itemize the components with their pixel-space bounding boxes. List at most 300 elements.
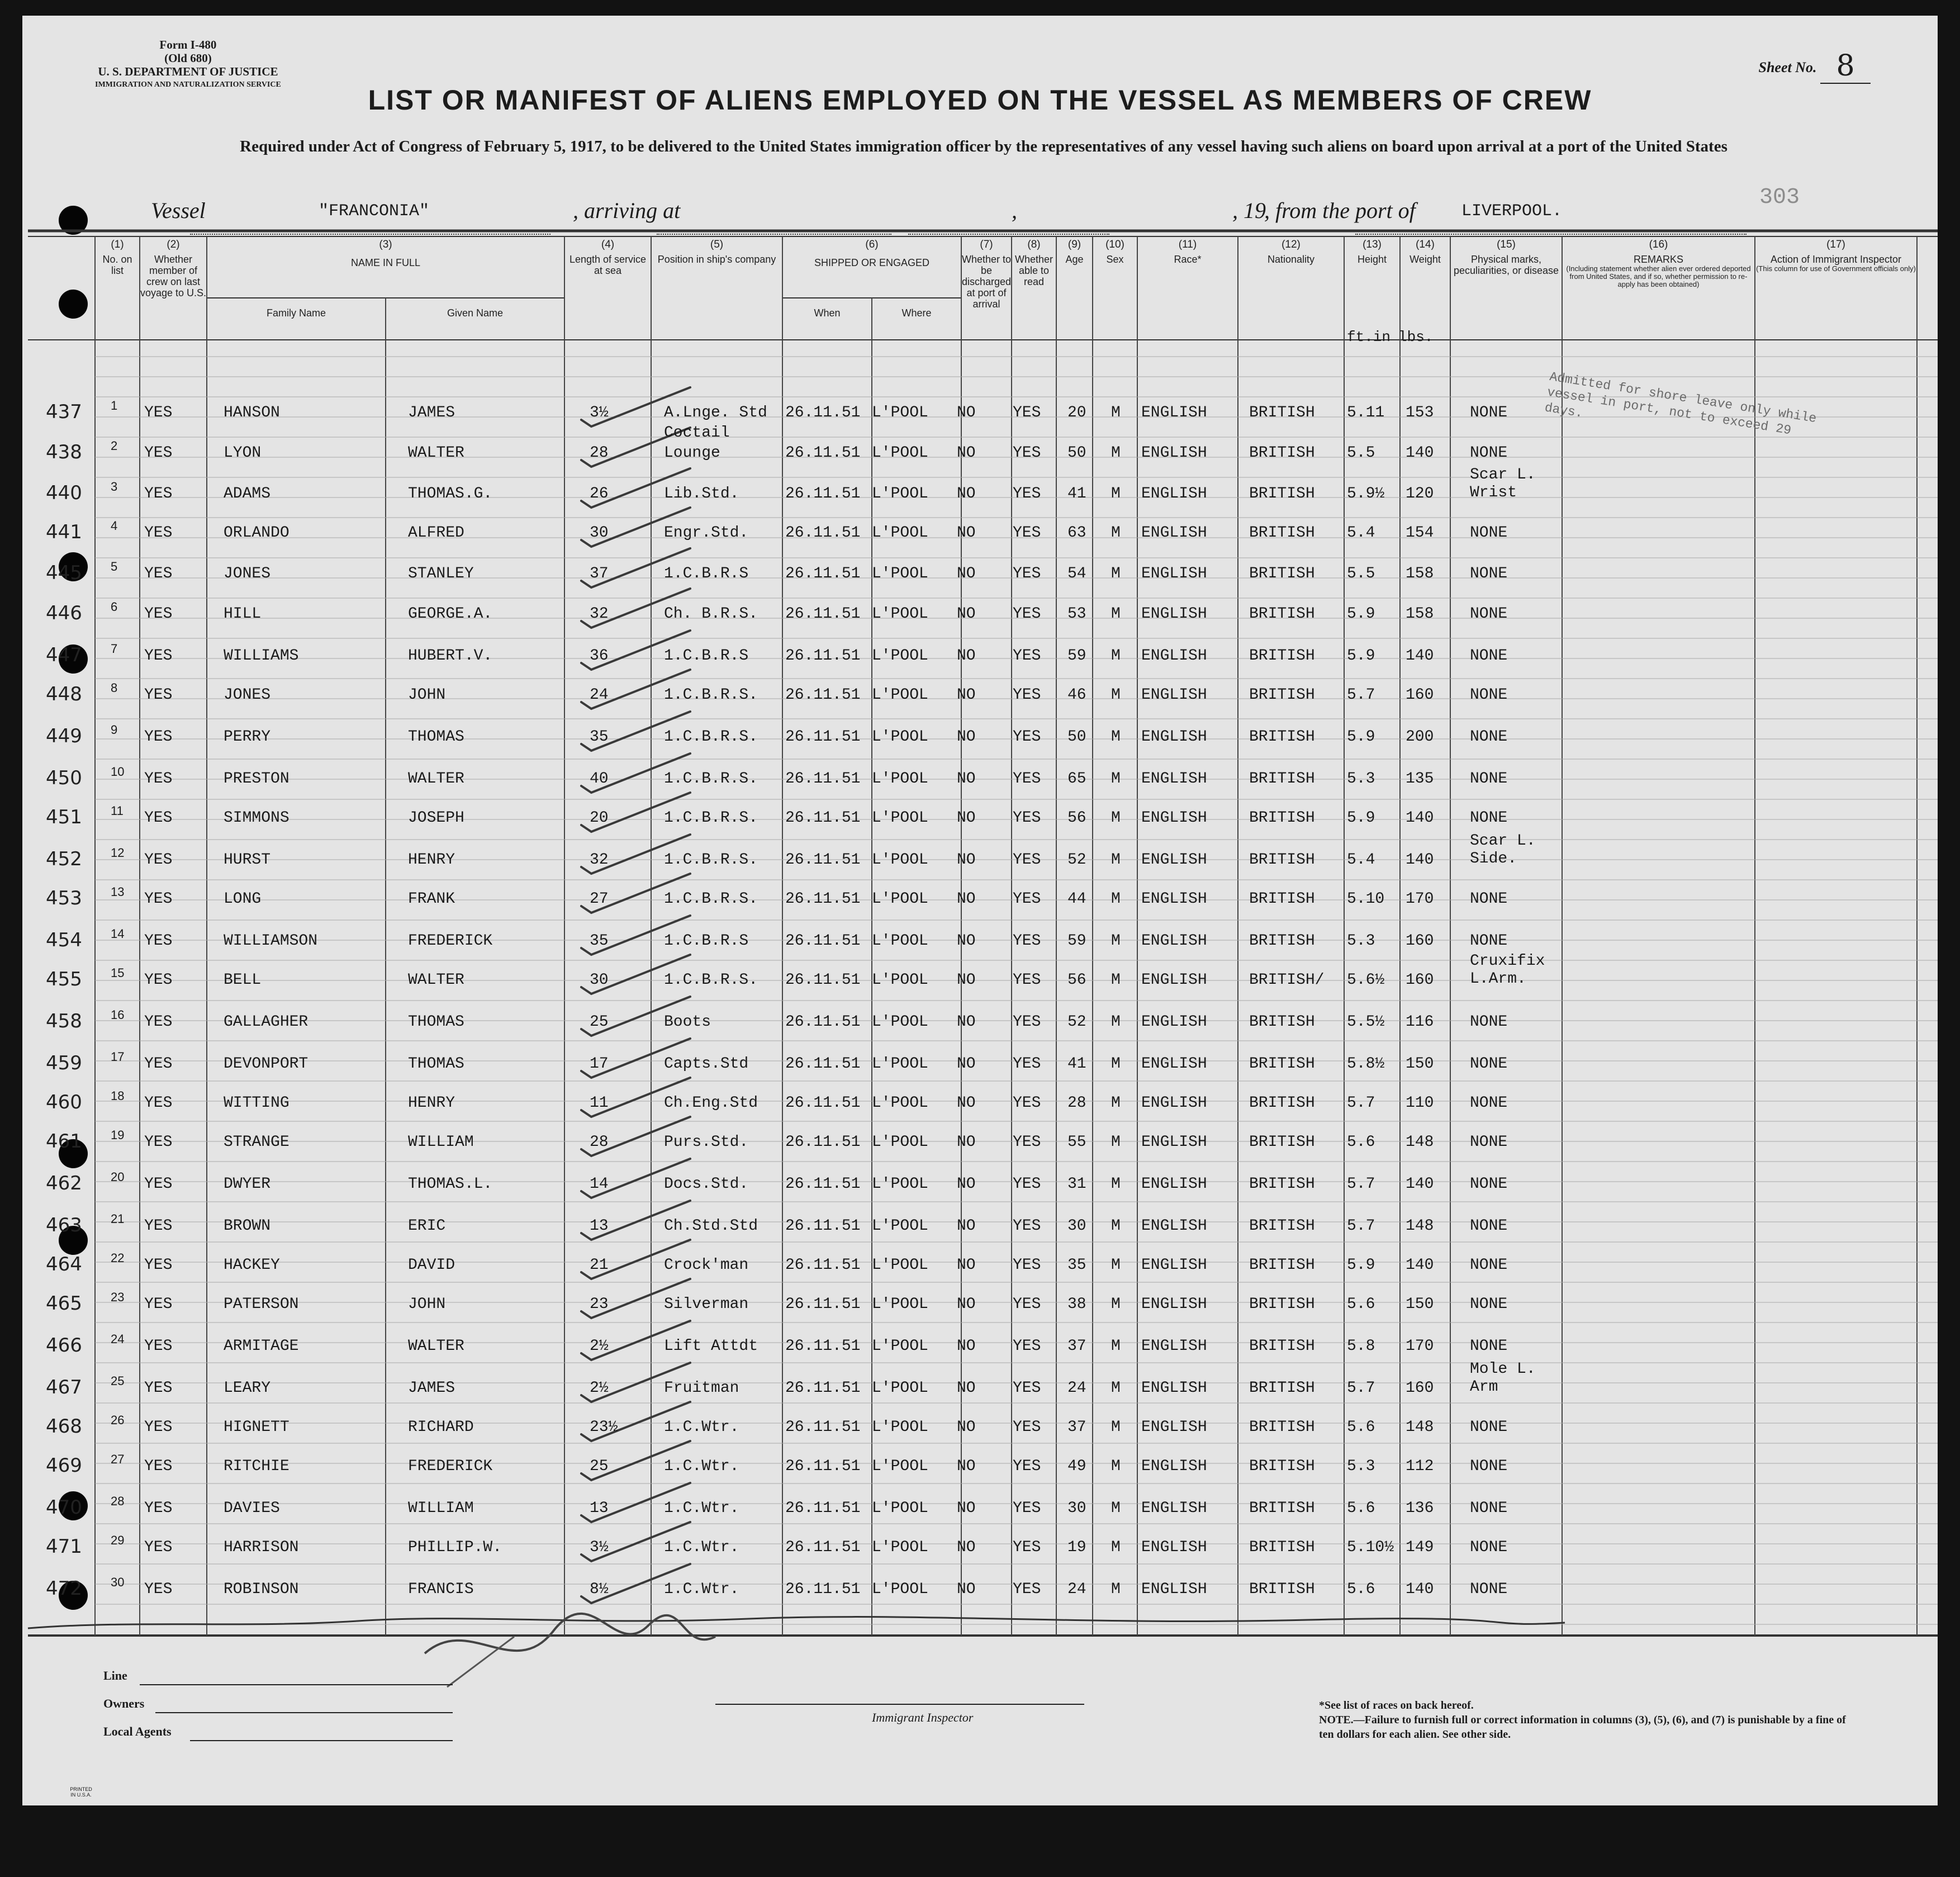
cell-position: 1.C.B.R.S. — [664, 770, 758, 788]
cell-height: 5.7 — [1347, 1217, 1375, 1235]
cell-service: 23 — [590, 1296, 609, 1313]
cell-no: 17 — [111, 1050, 125, 1064]
cell-marks: NONE — [1470, 1458, 1508, 1475]
cell-sex: M — [1111, 1581, 1121, 1598]
cell-no: 12 — [111, 846, 125, 860]
cell-weight: 140 — [1406, 809, 1434, 827]
cell-where: L'POOL — [872, 1013, 928, 1031]
handwritten-number: 452 — [46, 848, 82, 870]
cell-height: 5.6½ — [1347, 971, 1385, 989]
cell-when: 26.11.51 — [785, 647, 861, 665]
cell-family: GALLAGHER — [224, 1013, 309, 1031]
cell-nat: BRITISH — [1249, 728, 1315, 746]
cell-age: 59 — [1067, 647, 1086, 665]
cell-height: 5.9 — [1347, 647, 1375, 665]
cell-marks: Scar L. Side. — [1470, 832, 1536, 868]
cell-race: ENGLISH — [1141, 647, 1207, 665]
cell-no: 10 — [111, 765, 125, 779]
handwritten-number: 465 — [46, 1292, 82, 1315]
column-number: (4) — [601, 239, 615, 250]
cell-family: STRANGE — [224, 1134, 290, 1151]
cell-marks: NONE — [1470, 932, 1508, 950]
cell-height: 5.8 — [1347, 1338, 1375, 1355]
cell-disch: NO — [957, 1013, 976, 1031]
cell-nat: BRITISH — [1249, 1094, 1315, 1112]
cell-sex: M — [1111, 851, 1121, 869]
cell-no: 28 — [111, 1494, 125, 1508]
cell-nat: BRITISH — [1249, 1338, 1315, 1355]
cell-position: 1.C.B.R.S — [664, 565, 749, 582]
cell-prev: YES — [144, 524, 173, 542]
column-number: (11) — [1178, 239, 1197, 250]
cell-disch: NO — [957, 1581, 976, 1598]
cell-service: 2½ — [590, 1380, 609, 1397]
cell-marks: NONE — [1470, 524, 1508, 542]
inspector-label: Immigrant Inspector — [872, 1710, 974, 1724]
cell-weight: 116 — [1406, 1013, 1434, 1031]
cell-where: L'POOL — [872, 1257, 928, 1274]
cell-when: 26.11.51 — [785, 770, 861, 788]
cell-prev: YES — [144, 1176, 173, 1193]
column-number: (15) — [1497, 239, 1516, 250]
column-header — [1137, 239, 1238, 265]
cell-weight: 120 — [1406, 485, 1434, 503]
cell-family: HURST — [224, 851, 271, 869]
handwritten-number: 464 — [46, 1253, 82, 1276]
cell-race: ENGLISH — [1141, 605, 1207, 623]
cell-position: Purs.Std. — [664, 1134, 749, 1151]
from-port-label: , from the port of — [1264, 198, 1416, 223]
handwritten-number: 461 — [46, 1130, 82, 1153]
handwritten-number: 441 — [46, 521, 82, 543]
cell-race: ENGLISH — [1141, 1013, 1207, 1031]
cell-sex: M — [1111, 809, 1121, 827]
cell-where: L'POOL — [872, 647, 928, 665]
cell-weight: 158 — [1406, 605, 1434, 623]
column-note: (This column for use of Government officials only) — [1756, 264, 1916, 273]
document-title: LIST OR MANIFEST OF ALIENS EMPLOYED ON THE VESSEL AS MEMBERS OF CREW — [368, 84, 1592, 116]
cell-prev: YES — [144, 1134, 173, 1151]
cell-race: ENGLISH — [1141, 1581, 1207, 1598]
cell-read: YES — [1013, 809, 1041, 827]
cell-nat: BRITISH — [1249, 1176, 1315, 1193]
cell-when: 26.11.51 — [785, 1458, 861, 1475]
cell-when: 26.11.51 — [785, 809, 861, 827]
cell-race: ENGLISH — [1141, 1539, 1207, 1556]
cell-disch: NO — [957, 605, 976, 623]
cell-read: YES — [1013, 1257, 1041, 1274]
cell-height: 5.10½ — [1347, 1539, 1394, 1556]
cell-age: 20 — [1067, 404, 1086, 421]
cell-position: Ch. B.R.S. — [664, 605, 758, 623]
cell-race: ENGLISH — [1141, 809, 1207, 827]
cell-marks: NONE — [1470, 444, 1508, 462]
cell-height: 5.6 — [1347, 1296, 1375, 1313]
cell-height: 5.7 — [1347, 1176, 1375, 1193]
cell-race: ENGLISH — [1141, 851, 1207, 869]
handwritten-number: 446 — [46, 602, 82, 624]
manifest-sheet — [22, 16, 1938, 1805]
cell-read: YES — [1013, 851, 1041, 869]
column-header — [95, 239, 140, 276]
service-name: IMMIGRATION AND NATURALIZATION SERVICE — [95, 80, 281, 89]
cell-read: YES — [1013, 686, 1041, 704]
cell-sex: M — [1111, 605, 1121, 623]
cell-height: 5.9 — [1347, 809, 1375, 827]
cell-height: 5.7 — [1347, 1094, 1375, 1112]
cell-sex: M — [1111, 1176, 1121, 1193]
cell-sex: M — [1111, 1296, 1121, 1313]
cell-nat: BRITISH — [1249, 1013, 1315, 1031]
cell-prev: YES — [144, 647, 173, 665]
cell-age: 59 — [1067, 932, 1086, 950]
cell-family: DWYER — [224, 1176, 271, 1193]
cell-nat: BRITISH — [1249, 1581, 1315, 1598]
cell-where: L'POOL — [872, 809, 928, 827]
column-label: Height — [1357, 254, 1387, 265]
cell-race: ENGLISH — [1141, 444, 1207, 462]
cell-weight: 149 — [1406, 1539, 1434, 1556]
cell-when: 26.11.51 — [785, 485, 861, 503]
cell-race: ENGLISH — [1141, 686, 1207, 704]
cell-given: STANLEY — [408, 565, 474, 582]
column-label: No. on list — [102, 254, 132, 276]
cell-position: 1.C.Wtr. — [664, 1539, 739, 1556]
cell-marks: NONE — [1470, 1338, 1508, 1355]
cell-sex: M — [1111, 1134, 1121, 1151]
cell-given: THOMAS — [408, 1013, 464, 1031]
cell-race: ENGLISH — [1141, 485, 1207, 503]
cell-when: 26.11.51 — [785, 524, 861, 542]
cell-sex: M — [1111, 1539, 1121, 1556]
cell-age: 54 — [1067, 565, 1086, 582]
column-subheader: When — [814, 307, 841, 319]
cell-marks: NONE — [1470, 770, 1508, 788]
column-header — [1093, 239, 1137, 265]
column-number: (9) — [1067, 239, 1081, 250]
handwritten-number: 466 — [46, 1334, 82, 1357]
cell-prev: YES — [144, 971, 173, 989]
cell-disch: NO — [957, 647, 976, 665]
cell-given: ERIC — [408, 1217, 446, 1235]
cell-read: YES — [1013, 1176, 1041, 1193]
cell-where: L'POOL — [872, 1094, 928, 1112]
cell-prev: YES — [144, 1257, 173, 1274]
column-number: (16) — [1649, 239, 1668, 250]
cell-marks: NONE — [1470, 1134, 1508, 1151]
cell-nat: BRITISH — [1249, 1296, 1315, 1313]
cell-sex: M — [1111, 1055, 1121, 1073]
cell-where: L'POOL — [872, 1581, 928, 1598]
footer-notes — [1319, 1698, 1855, 1742]
cell-position: 1.C.Wtr. — [664, 1500, 739, 1517]
column-label: Whether member of crew on last voyage to U.S. — [140, 254, 207, 298]
cell-prev: YES — [144, 851, 173, 869]
cell-service: 40 — [590, 770, 609, 788]
cell-disch: NO — [957, 565, 976, 582]
cell-marks: NONE — [1470, 1176, 1508, 1193]
cell-weight: 160 — [1406, 932, 1434, 950]
cell-where: L'POOL — [872, 404, 928, 421]
cell-family: HILL — [224, 605, 262, 623]
cell-given: FRANK — [408, 890, 455, 908]
cell-read: YES — [1013, 1217, 1041, 1235]
column-label: Whether able to read — [1014, 254, 1053, 287]
cell-position: 1.C.B.R.S. — [664, 851, 758, 869]
cell-where: L'POOL — [872, 1458, 928, 1475]
cell-position: Lib.Std. — [664, 485, 739, 503]
cell-disch: NO — [957, 1419, 976, 1436]
cell-given: JOHN — [408, 1296, 446, 1313]
cell-read: YES — [1013, 524, 1041, 542]
cell-age: 37 — [1067, 1338, 1086, 1355]
cell-where: L'POOL — [872, 686, 928, 704]
cell-family: HIGNETT — [224, 1419, 290, 1436]
column-header — [782, 239, 961, 268]
cell-weight: 140 — [1406, 1257, 1434, 1274]
sheet-number: 8 — [1820, 49, 1871, 84]
cell-service: 28 — [590, 1134, 609, 1151]
cell-age: 44 — [1067, 890, 1086, 908]
cell-given: WALTER — [408, 971, 464, 989]
cell-when: 26.11.51 — [785, 1581, 861, 1598]
cell-family: BELL — [224, 971, 262, 989]
cell-read: YES — [1013, 1134, 1041, 1151]
cell-service: 13 — [590, 1217, 609, 1235]
cell-read: YES — [1013, 1458, 1041, 1475]
cell-where: L'POOL — [872, 1500, 928, 1517]
cell-given: FREDERICK — [408, 932, 493, 950]
cell-nat: BRITISH — [1249, 770, 1315, 788]
cell-nat: BRITISH — [1249, 851, 1315, 869]
cell-weight: 170 — [1406, 1338, 1434, 1355]
cell-prev: YES — [144, 809, 173, 827]
height-unit: ft.in — [1347, 329, 1391, 345]
cell-family: ORLANDO — [224, 524, 290, 542]
column-header — [651, 239, 782, 265]
cell-position: A.Lnge. Std — [664, 404, 767, 421]
cell-sex: M — [1111, 485, 1121, 503]
column-number: (8) — [1027, 239, 1041, 250]
cell-prev: YES — [144, 932, 173, 950]
column-number: (10) — [1105, 239, 1124, 250]
cell-family: HANSON — [224, 404, 280, 421]
cell-family: LONG — [224, 890, 262, 908]
cell-marks: NONE — [1470, 890, 1508, 908]
cell-disch: NO — [957, 1094, 976, 1112]
cell-disch: NO — [957, 444, 976, 462]
cell-no: 5 — [111, 560, 118, 573]
cell-height: 5.7 — [1347, 686, 1375, 704]
remarks-stamp: Admitted for shore leave only while vessel in port, not to exceed 29 days. — [1544, 369, 1817, 438]
handwritten-number: 471 — [46, 1535, 82, 1558]
closing-scrawl — [28, 1617, 1565, 1628]
cell-when: 26.11.51 — [785, 404, 861, 421]
cell-where: L'POOL — [872, 1055, 928, 1073]
cell-age: 56 — [1067, 809, 1086, 827]
cell-where: L'POOL — [872, 851, 928, 869]
year-label: , 19 — [1232, 198, 1266, 223]
handwritten-number: 468 — [46, 1415, 82, 1438]
cell-prev: YES — [144, 1055, 173, 1073]
cell-no: 7 — [111, 642, 118, 656]
cell-race: ENGLISH — [1141, 890, 1207, 908]
cell-position: Docs.Std. — [664, 1176, 749, 1193]
cell-no: 24 — [111, 1332, 125, 1346]
handwritten-number: 463 — [46, 1214, 82, 1236]
cell-marks: NONE — [1470, 404, 1508, 421]
cell-family: WILLIAMS — [224, 647, 299, 665]
cell-sex: M — [1111, 1094, 1121, 1112]
cell-service: 25 — [590, 1013, 609, 1031]
cell-read: YES — [1013, 1055, 1041, 1073]
cell-no: 26 — [111, 1413, 125, 1427]
cell-read: YES — [1013, 1380, 1041, 1397]
column-number: (12) — [1282, 239, 1301, 250]
cell-height: 5.9½ — [1347, 485, 1385, 503]
cell-position: 1.C.B.R.S. — [664, 728, 758, 746]
cell-family: PERRY — [224, 728, 271, 746]
cell-service: 27 — [590, 890, 609, 908]
cell-disch: NO — [957, 809, 976, 827]
column-label: REMARKS — [1633, 254, 1683, 265]
cell-where: L'POOL — [872, 1539, 928, 1556]
cell-position: 1.C.Wtr. — [664, 1419, 739, 1436]
cell-nat: BRITISH/ — [1249, 971, 1325, 989]
cell-weight: 140 — [1406, 444, 1434, 462]
cell-marks: NONE — [1470, 605, 1508, 623]
cell-disch: NO — [957, 1296, 976, 1313]
cell-when: 26.11.51 — [785, 1134, 861, 1151]
cell-nat: BRITISH — [1249, 1458, 1315, 1475]
cell-sex: M — [1111, 1217, 1121, 1235]
cell-when: 26.11.51 — [785, 1013, 861, 1031]
cell-height: 5.3 — [1347, 1458, 1375, 1475]
cell-read: YES — [1013, 1581, 1041, 1598]
cell-service: 3½ — [590, 1539, 609, 1556]
cell-family: DAVIES — [224, 1500, 280, 1517]
cell-height: 5.11 — [1347, 404, 1385, 421]
cell-sex: M — [1111, 932, 1121, 950]
cell-weight: 154 — [1406, 524, 1434, 542]
cell-where: L'POOL — [872, 444, 928, 462]
cell-prev: YES — [144, 1539, 173, 1556]
from-port: LIVERPOOL. — [1461, 202, 1563, 221]
cell-given: RICHARD — [408, 1419, 474, 1436]
cell-prev: YES — [144, 1581, 173, 1598]
cell-nat: BRITISH — [1249, 809, 1315, 827]
cell-height: 5.6 — [1347, 1134, 1375, 1151]
cell-where: L'POOL — [872, 932, 928, 950]
cell-read: YES — [1013, 1338, 1041, 1355]
cell-family: ROBINSON — [224, 1581, 299, 1598]
cell-given: THOMAS.L. — [408, 1176, 493, 1193]
document-subtitle: Required under Act of Congress of February 5, 1917, to be delivered to the United States immigration officer by the representatives of any vessel having such aliens on board upon arrival at a port of the United States — [240, 138, 1728, 155]
cell-when: 26.11.51 — [785, 1338, 861, 1355]
cell-prev: YES — [144, 444, 173, 462]
handwritten-number: 447 — [46, 644, 82, 666]
cell-no: 16 — [111, 1008, 125, 1022]
cell-given: HENRY — [408, 1094, 455, 1112]
cell-given: WILLIAM — [408, 1500, 474, 1517]
cell-age: 52 — [1067, 851, 1086, 869]
cell-no: 3 — [111, 480, 118, 494]
cell-when: 26.11.51 — [785, 1419, 861, 1436]
column-header — [1450, 239, 1562, 276]
cell-service: 24 — [590, 686, 609, 704]
cell-height: 5.9 — [1347, 605, 1375, 623]
column-header — [564, 239, 651, 276]
cell-race: ENGLISH — [1141, 565, 1207, 582]
cell-family: ARMITAGE — [224, 1338, 299, 1355]
cell-read: YES — [1013, 605, 1041, 623]
column-header — [1056, 239, 1093, 265]
column-label: Action of Immigrant Inspector — [1770, 254, 1902, 265]
cell-service: 30 — [590, 971, 609, 989]
cell-sex: M — [1111, 647, 1121, 665]
cell-nat: BRITISH — [1249, 444, 1315, 462]
cell-prev: YES — [144, 485, 173, 503]
cell-when: 26.11.51 — [785, 1055, 861, 1073]
column-label: NAME IN FULL — [350, 257, 421, 268]
cell-nat: BRITISH — [1249, 524, 1315, 542]
cell-sex: M — [1111, 1257, 1121, 1274]
column-header — [1012, 239, 1056, 287]
cell-position: Engr.Std. — [664, 524, 749, 542]
cell-service: 11 — [590, 1094, 609, 1112]
cell-where: L'POOL — [872, 1176, 928, 1193]
penalty-note: NOTE.—Failure to furnish full or correct information in columns (3), (5), (6), and (7) is punishable by a fine of ten dollars for each alien. See other side. — [1319, 1714, 1846, 1741]
cell-given: ALFRED — [408, 524, 464, 542]
cell-height: 5.6 — [1347, 1500, 1375, 1517]
cell-sex: M — [1111, 404, 1121, 421]
cell-height: 5.9 — [1347, 1257, 1375, 1274]
cell-no: 15 — [111, 966, 125, 980]
handwritten-number: 460 — [46, 1091, 82, 1113]
cell-no: 21 — [111, 1212, 125, 1226]
cell-read: YES — [1013, 1094, 1041, 1112]
cell-position: Ch.Std.Std — [664, 1217, 758, 1235]
column-number: (7) — [980, 239, 993, 250]
cell-family: LYON — [224, 444, 262, 462]
cell-race: ENGLISH — [1141, 404, 1207, 421]
cell-disch: NO — [957, 932, 976, 950]
cell-no: 27 — [111, 1452, 125, 1466]
cell-read: YES — [1013, 1500, 1041, 1517]
comma: , — [1012, 198, 1017, 223]
column-label: Whether to be discharged at port of arrival — [961, 254, 1012, 310]
handwritten-number: 472 — [46, 1577, 82, 1600]
cell-nat: BRITISH — [1249, 1500, 1315, 1517]
cell-disch: NO — [957, 1055, 976, 1073]
cell-prev: YES — [144, 404, 173, 421]
column-label: Physical marks, peculiarities, or disease — [1453, 254, 1559, 276]
column-number: (3) — [379, 239, 392, 250]
handwritten-number: 459 — [46, 1052, 82, 1074]
cell-service: 17 — [590, 1055, 609, 1073]
cell-disch: NO — [957, 1338, 976, 1355]
handwritten-number: 458 — [46, 1010, 82, 1032]
cell-service: 8½ — [590, 1581, 609, 1598]
cell-race: ENGLISH — [1141, 1134, 1207, 1151]
column-number: (1) — [111, 239, 124, 250]
cell-where: L'POOL — [872, 1134, 928, 1151]
cell-height: 5.4 — [1347, 524, 1375, 542]
handwritten-number: 450 — [46, 767, 82, 789]
cell-nat: BRITISH — [1249, 1055, 1315, 1073]
cell-marks: NONE — [1470, 1419, 1508, 1436]
cell-marks: NONE — [1470, 1217, 1508, 1235]
